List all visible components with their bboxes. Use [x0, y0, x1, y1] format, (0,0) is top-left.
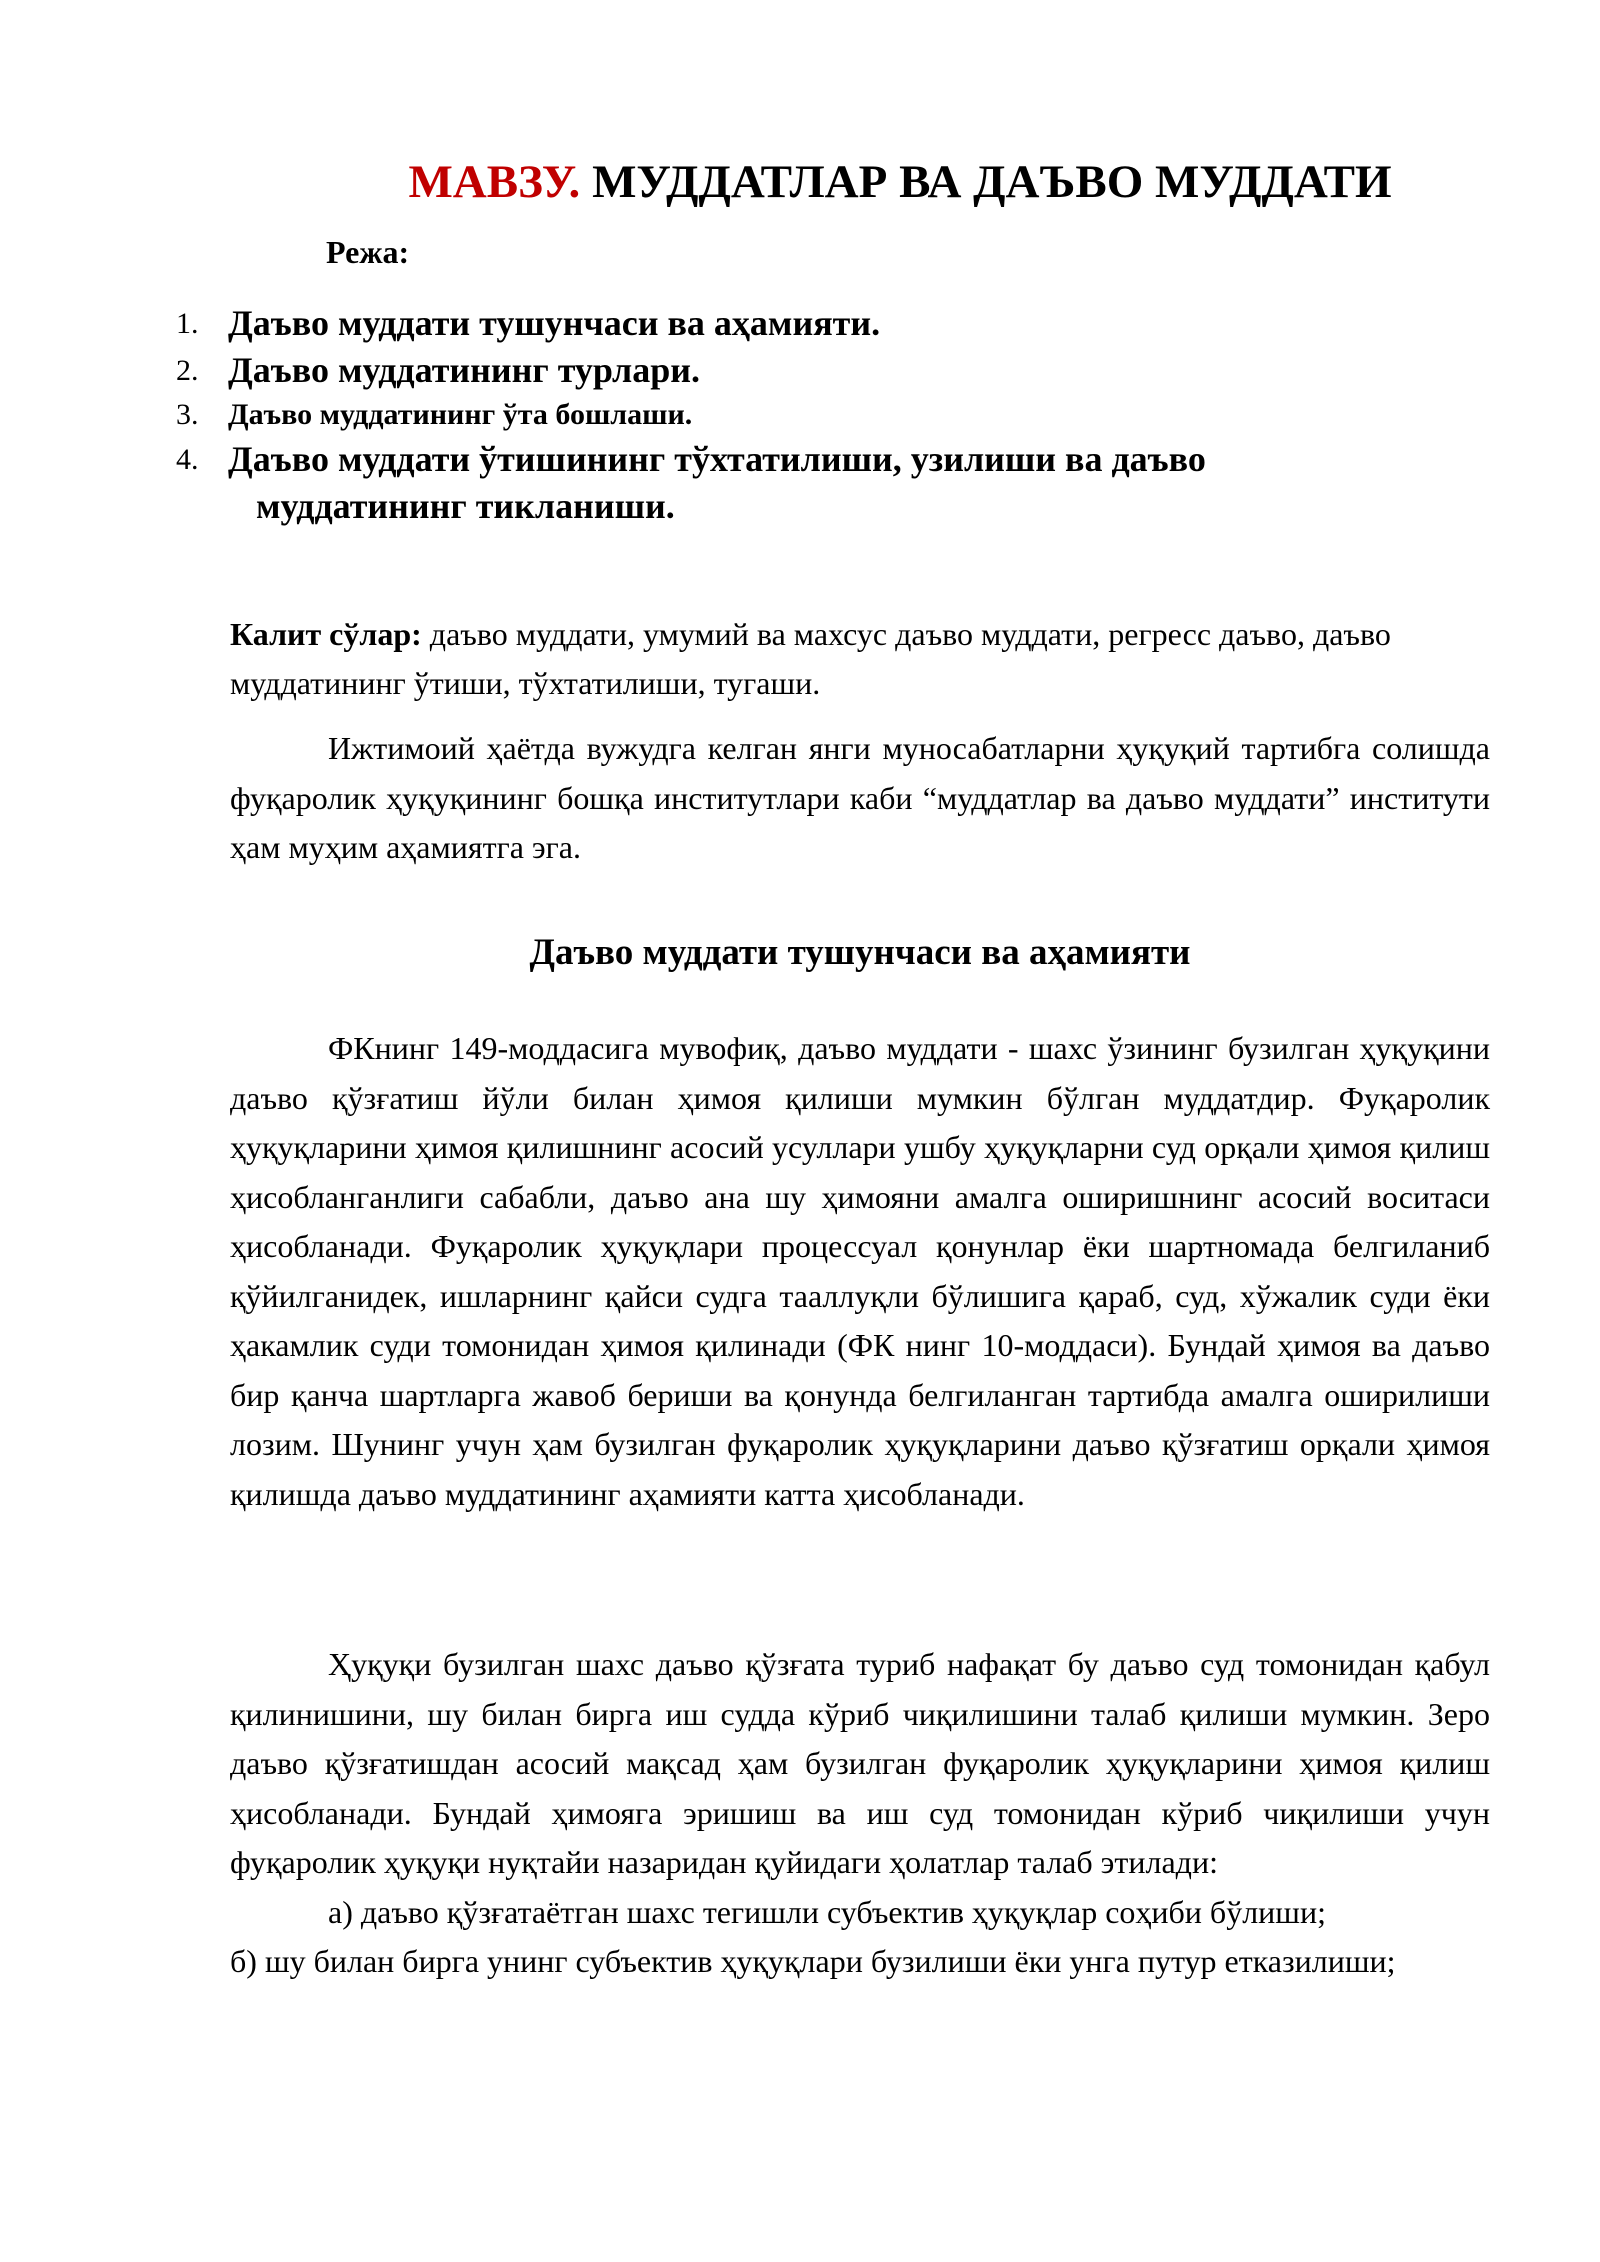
keywords-block [230, 610, 1490, 708]
plan-item-number: 1. [176, 307, 199, 340]
plan-item-number: 3. [176, 398, 199, 431]
paragraph-3: Ҳуқуқи бузилган шахс даъво қўзғата туриб нафақат бу даъво суд томонидан қабул қилинишини, шу билан бирга иш судда кўриб чиқилишини талаб қилиши мумкин. Зеро даъво қўзғатишдан асосий мақсад ҳам бузилган фуқаролик ҳуқуқларини ҳимоя қилиш ҳисобланади. Бундай ҳимояга эришиш ва иш суд томонидан кўриб чиқилиши учун фуқаролик ҳуқуқи нуқтайи назаридан қуйидаги ҳолатлар талаб этилади: [230, 1646, 1490, 1880]
plan-item [176, 394, 1476, 436]
plan-item [176, 347, 1476, 394]
plan-item [176, 436, 1476, 530]
plan-label: Режа: [326, 234, 410, 270]
paragraph-2-block [230, 1024, 1490, 1519]
plan-item-number: 4. [176, 443, 199, 476]
title-main: МУДДАТЛАР ВА ДАЪВО МУДДАТИ [580, 156, 1392, 208]
plan-item-text: Даъво муддати тушунчаси ва аҳамияти. [228, 303, 881, 343]
plan-item-text: Даъво муддатининг ўта бошлаши. [228, 398, 693, 431]
plan-item-text: Даъво муддатининг турлари. [228, 350, 700, 390]
plan-item-number: 2. [176, 354, 199, 387]
paragraph-3-block [230, 1640, 1490, 1987]
intro-paragraph-block [230, 724, 1490, 873]
page-title [300, 152, 1500, 212]
title-prefix: МАВЗУ. [408, 156, 581, 208]
plan-item-text-continuation: муддатининг тикланиши. [256, 486, 675, 526]
intro-paragraph: Ижтимоий ҳаётда вужудга келган янги муносабатларни ҳуқуқий тартибга солишда фуқаролик ҳуқуқининг бошқа институтлари каби “муддатлар ва даъво муддати” институти ҳам муҳим аҳамиятга эга. [230, 730, 1490, 865]
plan-item-text: Даъво муддати ўтишининг тўхтатилиши, узилиши ва даъво [228, 439, 1206, 479]
paragraph-2: ФКнинг 149-моддасига мувофиқ, даъво муддати - шахс ўзининг бузилган ҳуқуқини даъво қўзғатиш йўли билан ҳимоя қилиши мумкин бўлган муддатдир. Фуқаролик ҳуқуқларини ҳимоя қилишнинг асосий усуллари ушбу ҳуқуқларни суд орқали ҳимоя қилиш ҳисобланганлиги сабабли, даъво ана шу ҳимояни амалга оширишнинг асосий воситаси ҳисобланади. Фуқаролик ҳуқуқлари процессуал қонунлар ёки шартномада белгиланиб қўйилганидек, ишларнинг қайси судга тааллуқли бўлишига қараб, суд, хўжалик суди ёки ҳакамлик суди томонидан ҳимоя қилинади (ФК нинг 10-моддаси). Бундай ҳимоя ва даъво бир қанча шартларга жавоб бериши ва қонунда белгиланган тартибда амалга оширилиши лозим. Шунинг учун ҳам бузилган фуқаролик ҳуқуқларини даъво қўзғатиш орқали ҳимоя қилишда даъво муддатининг аҳамияти катта ҳисобланади. [230, 1030, 1490, 1512]
section-heading: Даъво муддати тушунчаси ва аҳамияти [529, 932, 1191, 973]
keywords-text: даъво муддати, умумий ва махсус даъво муддати, регресс даъво, даъво муддатининг ўтиши, тўхтатилиши, тугаши. [230, 616, 1391, 701]
plan-list [176, 300, 1476, 530]
keywords-label: Калит сўлар: [230, 616, 422, 652]
list-item-a: а) даъво қўзғатаётган шахс тегишли субъектив ҳуқуқлар соҳиби бўлиши; [328, 1893, 1326, 1930]
plan-item [176, 300, 1476, 347]
list-item-b: б) шу билан бирга унинг субъектив ҳуқуқлари бузилиши ёки унга путур етказилиши; [230, 1943, 1396, 1979]
